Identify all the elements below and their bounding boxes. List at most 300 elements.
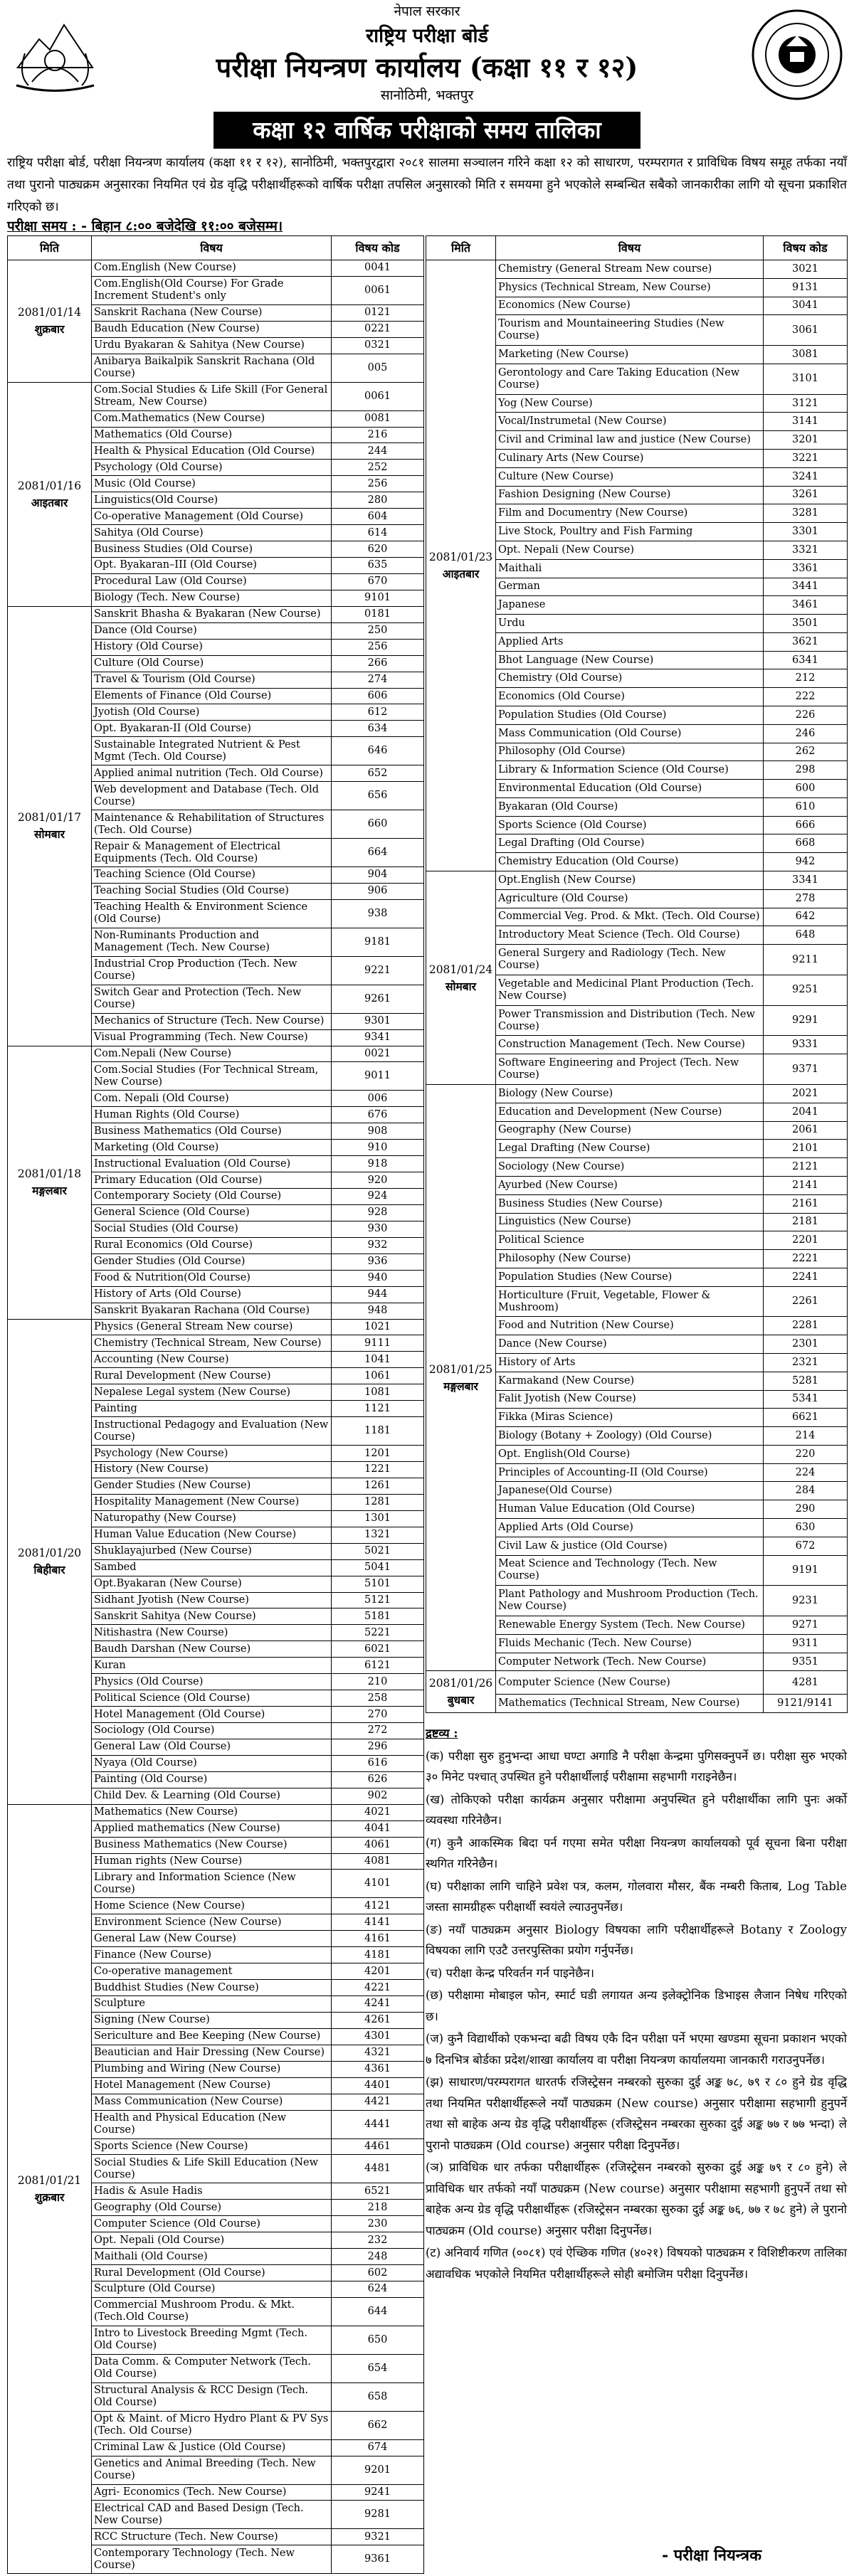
- subject-code: 635: [332, 558, 424, 574]
- subject-code: 005: [332, 354, 424, 382]
- subject-code: 3021: [764, 260, 848, 279]
- subject-name: Social Studies (Old Course): [92, 1221, 332, 1237]
- subject-code: 658: [332, 2382, 424, 2411]
- subject-code: 2201: [764, 1231, 848, 1250]
- subject-code: 2141: [764, 1176, 848, 1194]
- exam-date: 2081/01/20: [17, 1547, 82, 1560]
- subject-name: Opt. English(Old Course): [496, 1445, 764, 1463]
- subject-name: Sericulture and Bee Keeping (New Course): [92, 2028, 332, 2045]
- subject-name: Linguistics (New Course): [496, 1213, 764, 1231]
- exam-date: 2081/01/14: [17, 306, 82, 319]
- subject-code: 3221: [764, 450, 848, 468]
- subject-code: 3241: [764, 467, 848, 486]
- subject-code: 1201: [332, 1446, 424, 1462]
- subject-name: Kuran: [92, 1658, 332, 1674]
- schedule-banner: कक्षा १२ वार्षिक परीक्षाको समय तालिका: [214, 112, 640, 149]
- subject-name: Opt. Byakaran-II (Old Course): [92, 721, 332, 737]
- subject-code: 256: [332, 639, 424, 655]
- subject-name: Business Mathematics (New Course): [92, 1837, 332, 1853]
- subject-code: 9291: [764, 1005, 848, 1036]
- subject-name: Power Transmission and Distribution (Tech. New Course): [496, 1005, 764, 1036]
- subject-code: 920: [332, 1172, 424, 1189]
- table-row: [8, 382, 424, 410]
- subject-code: 9261: [332, 985, 424, 1013]
- exam-time: [7, 216, 283, 235]
- subject-code: 602: [332, 2265, 424, 2281]
- subject-name: Political Science (Old Course): [92, 1690, 332, 1707]
- subject-code: 298: [764, 761, 848, 780]
- subject-code: 0041: [332, 260, 424, 277]
- exam-date: 2081/01/18: [17, 1167, 82, 1180]
- subject-code: 648: [764, 926, 848, 945]
- subject-name: Population Studies (Old Course): [496, 706, 764, 724]
- subject-code: 2261: [764, 1286, 848, 1317]
- subject-code: 4401: [332, 2077, 424, 2094]
- subject-name: Computer Science (New Course): [496, 1671, 764, 1694]
- subject-name: Environmental Education (Old Course): [496, 780, 764, 798]
- subject-code: 0181: [332, 606, 424, 622]
- subject-name: Gender Studies (Old Course): [92, 1253, 332, 1270]
- subject-name: Biology (New Course): [496, 1085, 764, 1103]
- subject-code: 9111: [332, 1335, 424, 1352]
- subject-name: Ayurbed (New Course): [496, 1176, 764, 1194]
- subject-code: 258: [332, 1690, 424, 1707]
- subject-code: 1061: [332, 1368, 424, 1384]
- subject-name: Com.English(Old Course) For Grade Increment Student's only: [92, 276, 332, 304]
- subject-code: 936: [332, 1253, 424, 1270]
- exam-date-cell: [8, 260, 92, 383]
- subject-code: 3321: [764, 541, 848, 559]
- subject-name: Signing (New Course): [92, 2012, 332, 2028]
- subject-name: Physics (General Stream New course): [92, 1319, 332, 1335]
- subject-name: Sculpture: [92, 1996, 332, 2013]
- subject-name: Hotel Management (Old Course): [92, 1707, 332, 1723]
- subject-code: 5281: [764, 1372, 848, 1390]
- exam-weekday: शुक्रबार: [34, 2190, 65, 2204]
- subject-code: 904: [332, 867, 424, 884]
- subject-code: 0321: [332, 337, 424, 354]
- subject-code: 6021: [332, 1641, 424, 1658]
- subject-name: Intro to Livestock Breeding Mgmt (Tech. Old Course): [92, 2326, 332, 2354]
- subject-code: 9271: [764, 1616, 848, 1635]
- subject-code: 1021: [332, 1319, 424, 1335]
- subject-name: Gender Studies (New Course): [92, 1478, 332, 1494]
- subject-name: Com.Social Studies (For Technical Stream, New Course): [92, 1062, 332, 1091]
- subject-code: 0061: [332, 276, 424, 304]
- subject-code: 4261: [332, 2012, 424, 2028]
- subject-code: 3141: [764, 413, 848, 431]
- subject-name: Chemistry (Old Course): [496, 669, 764, 688]
- subject-code: 2041: [764, 1103, 848, 1121]
- subject-code: 666: [764, 816, 848, 834]
- subject-code: 3081: [764, 346, 848, 364]
- subject-name: Teaching Science (Old Course): [92, 867, 332, 884]
- subject-name: Co-operative management: [92, 1963, 332, 1980]
- subject-name: Buddhist Studies (New Course): [92, 1980, 332, 1996]
- subject-name: Sociology (Old Course): [92, 1723, 332, 1739]
- subject-name: Psychology (Old Course): [92, 460, 332, 476]
- subject-name: Japanese: [496, 596, 764, 615]
- subject-code: 616: [332, 1755, 424, 1771]
- subject-name: Mass Communication (Old Course): [496, 724, 764, 743]
- subject-code: 4041: [332, 1820, 424, 1837]
- subject-code: 4221: [332, 1980, 424, 1996]
- subject-code: 280: [332, 492, 424, 509]
- subject-name: Population Studies (New Course): [496, 1268, 764, 1286]
- subject-code: 612: [332, 704, 424, 721]
- subject-name: Meat Science and Technology (Tech. New Course): [496, 1555, 764, 1586]
- subject-code: 910: [332, 1140, 424, 1156]
- subject-name: Criminal Law & Justice (Old Course): [92, 2439, 332, 2456]
- exam-weekday: मङ्गलबार: [443, 1379, 478, 1393]
- subject-code: 9131: [764, 278, 848, 297]
- subject-code: 930: [332, 1221, 424, 1237]
- subject-name: Sports Science (Old Course): [496, 816, 764, 834]
- subject-code: 4461: [332, 2138, 424, 2155]
- header-subject: विषय: [92, 236, 332, 260]
- subject-name: General Law (New Course): [92, 1931, 332, 1947]
- subject-name: Opt. Byakaran–III (Old Course): [92, 558, 332, 574]
- subject-code: 650: [332, 2326, 424, 2354]
- subject-name: Geography (Old Course): [92, 2200, 332, 2216]
- subject-name: Economics (New Course): [496, 297, 764, 315]
- subject-name: Opt.Byakaran (New Course): [92, 1576, 332, 1592]
- subject-name: Dance (New Course): [496, 1335, 764, 1354]
- exam-weekday: मङ्गलबार: [32, 1184, 67, 1197]
- subject-name: History (New Course): [92, 1462, 332, 1478]
- subject-name: Elements of Finance (Old Course): [92, 688, 332, 704]
- subject-name: Introductory Meat Science (Tech. Old Course): [496, 926, 764, 945]
- subject-name: Child Dev. & Learning (Old Course): [92, 1788, 332, 1804]
- subject-name: Social Studies & Life Skill Education (New Course): [92, 2155, 332, 2183]
- subject-name: Urdu: [496, 615, 764, 633]
- subject-code: 4181: [332, 1947, 424, 1963]
- subject-name: Sports Science (New Course): [92, 2138, 332, 2155]
- exam-date-cell: [8, 1046, 92, 1319]
- subject-code: 3101: [764, 364, 848, 394]
- exam-date-cell: [426, 1671, 496, 1712]
- subject-code: 948: [332, 1303, 424, 1319]
- subject-code: 212: [764, 669, 848, 688]
- subject-name: Rural Development (Old Course): [92, 2265, 332, 2281]
- subject-name: Web development and Database (Tech. Old Course): [92, 782, 332, 810]
- subject-name: Data Comm. & Computer Network (Tech. Old Course): [92, 2354, 332, 2382]
- subject-name: Applied animal nutrition (Tech. Old Course): [92, 765, 332, 782]
- subject-code: 662: [332, 2411, 424, 2439]
- subject-name: Beautician and Hair Dressing (New Course): [92, 2045, 332, 2061]
- header-code: विषय कोड: [332, 236, 424, 260]
- subject-name: Business Mathematics (Old Course): [92, 1123, 332, 1140]
- subject-code: 630: [764, 1519, 848, 1537]
- subject-code: 2021: [764, 1085, 848, 1103]
- subject-name: Finance (New Course): [92, 1947, 332, 1963]
- subject-name: Sanskrit Sahitya (New Course): [92, 1608, 332, 1625]
- subject-name: Home Science (New Course): [92, 1898, 332, 1914]
- subject-code: 9221: [332, 956, 424, 985]
- subject-name: Marketing (New Course): [496, 346, 764, 364]
- subject-name: Opt.English (New Course): [496, 871, 764, 890]
- subject-name: Applied mathematics (New Course): [92, 1820, 332, 1837]
- subject-code: 246: [764, 724, 848, 743]
- subject-name: Legal Drafting (Old Course): [496, 834, 764, 853]
- subject-name: Instructional Pedagogy and Evaluation (New Course): [92, 1417, 332, 1446]
- subject-name: Karmakand (New Course): [496, 1372, 764, 1390]
- subject-name: Hotel Management (New Course): [92, 2077, 332, 2094]
- table-row: [8, 260, 424, 277]
- subject-code: 604: [332, 509, 424, 525]
- subject-code: 1121: [332, 1401, 424, 1417]
- subject-name: History of Arts: [496, 1353, 764, 1372]
- subject-name: Com. Nepali (Old Course): [92, 1091, 332, 1107]
- exam-date: 2081/01/25: [428, 1362, 493, 1376]
- subject-code: 6341: [764, 651, 848, 669]
- exam-weekday: सोमबार: [34, 827, 65, 842]
- subject-code: 4141: [332, 1914, 424, 1931]
- subject-code: 248: [332, 2249, 424, 2265]
- header-subject: विषय: [496, 236, 764, 260]
- table-row: [426, 1671, 848, 1694]
- subject-name: Fluids Mechanic (Tech. New Course): [496, 1634, 764, 1653]
- subject-code: 270: [332, 1707, 424, 1723]
- note-item: (च) परीक्षा केन्द्र परिवर्तन गर्न पाइनेछैन।: [426, 1966, 595, 1980]
- subject-name: Health & Physical Education (Old Course): [92, 443, 332, 460]
- subject-code: 1041: [332, 1352, 424, 1368]
- subject-name: Shuklayajurbed (New Course): [92, 1543, 332, 1559]
- subject-code: 5021: [332, 1543, 424, 1559]
- exam-weekday: शुक्रबार: [34, 322, 65, 336]
- subject-name: Primary Education (Old Course): [92, 1172, 332, 1189]
- subject-name: Teaching Social Studies (Old Course): [92, 883, 332, 899]
- header-code: विषय कोड: [764, 236, 848, 260]
- table-row: [426, 260, 848, 279]
- subject-code: 5221: [332, 1625, 424, 1641]
- subject-code: 214: [764, 1427, 848, 1446]
- note-item: (ञ) प्राविधिक धार तर्फका परीक्षार्थीहरू (रजिस्ट्रेसन नम्बरको सुरुका दुई अङ्क ७९ र ८० हुने) ले प्राविधिक धार तर्फको नयाँ पाठ्यक्रम (New course) अनुसार परीक्षामा सहभागी हुनुपर्ने तथा सो बाहेक अन्य ग्रेड वृद्धि परीक्षार्थीहरू (रजिस्ट्रेसन नम्बरका सुरुका दुई अङ्क ७६, ७७ र ७८ हुने) ले पुरानो पाठ्यक्रम (Old course) अनुसार परीक्षा दिनुपर्नेछ।: [426, 2161, 847, 2237]
- subject-code: 244: [332, 443, 424, 460]
- subject-name: Rural Development (New Course): [92, 1368, 332, 1384]
- subject-code: 272: [332, 1723, 424, 1739]
- subject-name: Nepalese Legal system (New Course): [92, 1384, 332, 1401]
- subject-code: 3621: [764, 632, 848, 651]
- subject-code: 932: [332, 1237, 424, 1253]
- subject-code: 0221: [332, 321, 424, 337]
- subject-code: 2321: [764, 1353, 848, 1372]
- subject-code: 3441: [764, 578, 848, 596]
- subject-code: 4301: [332, 2028, 424, 2045]
- subject-name: Procedural Law (Old Course): [92, 573, 332, 590]
- subject-name: Genetics and Animal Breeding (Tech. New Course): [92, 2456, 332, 2484]
- subject-code: 9101: [332, 590, 424, 606]
- subject-name: Legal Drafting (New Course): [496, 1140, 764, 1158]
- subject-code: 642: [764, 908, 848, 926]
- subject-name: Renewable Energy System (Tech. New Course): [496, 1616, 764, 1635]
- subject-name: Repair & Management of Electrical Equipments (Tech. Old Course): [92, 839, 332, 867]
- schedule-table-right: [426, 235, 848, 1713]
- subject-name: Physics (Old Course): [92, 1674, 332, 1690]
- subject-code: 1081: [332, 1384, 424, 1401]
- subject-name: Physics (Technical Stream, New Course): [496, 278, 764, 297]
- subject-code: 4021: [332, 1804, 424, 1820]
- subject-name: Naturopathy (New Course): [92, 1510, 332, 1527]
- subject-name: Co-operative Management (Old Course): [92, 509, 332, 525]
- subject-name: Fashion Designing (New Course): [496, 486, 764, 504]
- subject-name: Painting: [92, 1401, 332, 1417]
- subject-code: 902: [332, 1788, 424, 1804]
- subject-code: 0081: [332, 410, 424, 427]
- subject-code: 9241: [332, 2484, 424, 2501]
- subject-code: 3061: [764, 315, 848, 346]
- intro-paragraph: राष्ट्रिय परीक्षा बोर्ड, परीक्षा नियन्त्रण कार्यालय (कक्षा ११ र १२), सानोठिमी, भक्तपुरद्वारा २०८१ सालमा सञ्चालन गरिने कक्षा १२ को साधारण, परम्परागत र प्राविधिक विषय समूह तर्फका नयाँ तथा पुरानो पाठ्यक्रम अनुसारका नियमित एवं ग्रेड वृद्धि परीक्षार्थीहरूको वार्षिक परीक्षा तपसिल अनुसारको मिति र समयमा हुने भएकोले सम्बन्धित सबैको जानकारीका लागि यो सूचना प्रकाशित गरिएको छ।: [7, 156, 847, 214]
- subject-code: 284: [764, 1482, 848, 1500]
- subject-name: Teaching Health & Environment Science (Old Course): [92, 899, 332, 928]
- subject-name: Urdu Byakaran & Sahitya (New Course): [92, 337, 332, 354]
- subject-name: Anibarya Baikalpik Sanskrit Rachana (Old Course): [92, 354, 332, 382]
- subject-name: Business Studies (Old Course): [92, 541, 332, 558]
- subject-name: Philosophy (Old Course): [496, 743, 764, 761]
- subject-code: 266: [332, 655, 424, 672]
- subject-code: 1301: [332, 1510, 424, 1527]
- subject-code: 1221: [332, 1462, 424, 1478]
- subject-name: Food and Nutrition (New Course): [496, 1317, 764, 1335]
- table-row: [426, 871, 848, 890]
- header-date: मिति: [426, 236, 496, 260]
- subject-name: Yog (New Course): [496, 394, 764, 413]
- subject-name: Sculpture (Old Course): [92, 2281, 332, 2298]
- subject-name: Live Stock, Poultry and Fish Farming: [496, 523, 764, 541]
- subject-name: Applied Arts (Old Course): [496, 1519, 764, 1537]
- subject-name: Structural Analysis & RCC Design (Tech. Old Course): [92, 2382, 332, 2411]
- subject-code: 9361: [332, 2545, 424, 2574]
- note-item: (घ) परीक्षाका लागि चाहिने प्रवेश पत्र, कलम, गोलवारा मौसर, बैंक नम्बरी किताब, Log Table जस्ता सामग्रीहरू परीक्षार्थी स्वयंले ल्याउनुपर्नेछ।: [426, 1879, 847, 1914]
- subject-name: Library and Information Science (New Course): [92, 1870, 332, 1898]
- subject-code: 9181: [332, 928, 424, 956]
- exam-time-text: परीक्षा समय : - बिहान ८:०० बजेदेखि ११:०० बजेसम्म।: [7, 218, 283, 234]
- subject-name: Falit Jyotish (New Course): [496, 1390, 764, 1409]
- exam-date-cell: [426, 260, 496, 871]
- subject-code: 4481: [332, 2155, 424, 2183]
- subject-code: 9341: [332, 1029, 424, 1046]
- page-header: [0, 0, 854, 107]
- subject-code: 5181: [332, 1608, 424, 1625]
- subject-code: 634: [332, 721, 424, 737]
- subject-name: Industrial Crop Production (Tech. New Course): [92, 956, 332, 985]
- subject-name: Jyotish (Old Course): [92, 704, 332, 721]
- subject-name: Chemistry (General Stream New course): [496, 260, 764, 279]
- table-row: [8, 1319, 424, 1335]
- subject-code: 6521: [332, 2183, 424, 2200]
- subject-code: 5041: [332, 1559, 424, 1576]
- subject-name: Sanskrit Rachana (New Course): [92, 304, 332, 321]
- subject-name: Principles of Accounting-II (Old Course): [496, 1463, 764, 1482]
- subject-code: 940: [332, 1270, 424, 1286]
- subject-name: Contemporary Society (Old Course): [92, 1189, 332, 1205]
- subject-name: Commercial Veg. Prod. & Mkt. (Tech. Old Course): [496, 908, 764, 926]
- note-item: (झ) साधारण/परम्परागत धारतर्फ रजिस्ट्रेसन नम्बरको सुरुका दुई अङ्क ७८, ७९ र ८० हुने ग्रेड वृद्धि तथा नियमित परीक्षार्थीहरूले नयाँ पाठ्यक्रम (New course) अनुसार परीक्षामा सहभागी हुनुपर्ने तथा सो बाहेक अन्य ग्रेड वृद्धि परीक्षार्थीहरू (रजिस्ट्रेसन नम्बरका सुरुका दुई अङ्क ७७ र ७७ भन्दा) ले पुरानो पाठ्यक्रम (Old course) अनुसार परीक्षा दिनुपर्नेछ।: [426, 2075, 847, 2152]
- subject-code: 9371: [764, 1054, 848, 1085]
- subject-code: 274: [332, 672, 424, 688]
- subject-name: General Science (Old Course): [92, 1204, 332, 1221]
- exam-date: 2081/01/16: [17, 479, 82, 492]
- subject-code: 2061: [764, 1121, 848, 1140]
- note-item: (क) परीक्षा सुरु हुनुभन्दा आधा घण्टा अगाडि नै परीक्षा केन्द्रमा पुगिसक्नुपर्ने छ। परीक्षा सुरु भएको ३० मिनेट पश्चात् उपस्थित हुने परीक्षार्थीलाई परीक्षामा सहभागी गराइनेछैन।: [426, 1749, 847, 1783]
- subject-name: Mass Communication (New Course): [92, 2094, 332, 2110]
- subject-name: Japanese(Old Course): [496, 1482, 764, 1500]
- subject-name: Plant Pathology and Mushroom Production (Tech. New Course): [496, 1586, 764, 1616]
- subject-name: Sanskrit Byakaran Rachana (Old Course): [92, 1303, 332, 1319]
- subject-code: 9301: [332, 1013, 424, 1029]
- subject-name: Com.Social Studies & Life Skill (For General Stream, New Course): [92, 382, 332, 410]
- subject-code: 620: [332, 541, 424, 558]
- subject-code: 626: [332, 1771, 424, 1788]
- subject-code: 1261: [332, 1478, 424, 1494]
- exam-weekday: आइतबार: [31, 495, 68, 509]
- subject-code: 9211: [764, 945, 848, 975]
- subject-code: 1321: [332, 1527, 424, 1543]
- subject-code: 906: [332, 883, 424, 899]
- subject-name: Economics (Old Course): [496, 688, 764, 706]
- subject-code: 9351: [764, 1653, 848, 1671]
- subject-name: Sambed: [92, 1559, 332, 1576]
- subject-name: Electrical CAD and Based Design (Tech. New Course): [92, 2501, 332, 2529]
- subject-code: 4321: [332, 2045, 424, 2061]
- exam-date-cell: [8, 606, 92, 1046]
- subject-name: RCC Structure (Tech. New Course): [92, 2529, 332, 2545]
- subject-name: Fikka (Miras Science): [496, 1409, 764, 1427]
- subject-name: Construction Management (Tech. New Course): [496, 1036, 764, 1054]
- subject-code: 3121: [764, 394, 848, 413]
- subject-code: 9251: [764, 975, 848, 1005]
- subject-code: 4281: [764, 1671, 848, 1694]
- subject-code: 4161: [332, 1931, 424, 1947]
- subject-code: 600: [764, 780, 848, 798]
- subject-code: 944: [332, 1286, 424, 1303]
- subject-code: 660: [332, 810, 424, 839]
- subject-name: Civil Law & justice (Old Course): [496, 1537, 764, 1555]
- subject-code: 646: [332, 737, 424, 765]
- subject-name: Sanskrit Bhasha & Byakaran (New Course): [92, 606, 332, 622]
- subject-name: Contemporary Technology (Tech. New Course): [92, 2545, 332, 2574]
- subject-code: 1281: [332, 1494, 424, 1510]
- subject-name: Political Science: [496, 1231, 764, 1250]
- subject-code: 670: [332, 573, 424, 590]
- subject-name: Applied Arts: [496, 632, 764, 651]
- subject-code: 250: [332, 622, 424, 639]
- subject-name: Sociology (New Course): [496, 1158, 764, 1177]
- subject-code: 0021: [332, 1046, 424, 1062]
- subject-code: 644: [332, 2297, 424, 2326]
- subject-code: 918: [332, 1156, 424, 1172]
- subject-name: Hadis & Asule Hadis: [92, 2183, 332, 2200]
- subject-name: Opt. Nepali (New Course): [496, 541, 764, 559]
- table-row: [8, 606, 424, 622]
- subject-code: 624: [332, 2281, 424, 2298]
- subject-name: Human Value Education (Old Course): [496, 1500, 764, 1519]
- subject-name: Sahitya (Old Course): [92, 525, 332, 541]
- exam-weekday: आइतबार: [442, 567, 480, 581]
- subject-code: 296: [332, 1739, 424, 1755]
- subject-code: 676: [332, 1107, 424, 1123]
- subject-name: Nitishastra (New Course): [92, 1625, 332, 1641]
- subject-code: 226: [764, 706, 848, 724]
- subject-name: Painting (Old Course): [92, 1771, 332, 1788]
- subject-code: 674: [332, 2439, 424, 2456]
- exam-date-cell: [8, 382, 92, 606]
- office-location: सानोठिमी, भक्तपुर: [380, 88, 474, 103]
- subject-name: Chemistry (Technical Stream, New Course): [92, 1335, 332, 1352]
- subject-name: Culture (New Course): [496, 467, 764, 486]
- subject-code: 4081: [332, 1853, 424, 1870]
- subject-code: 4361: [332, 2061, 424, 2077]
